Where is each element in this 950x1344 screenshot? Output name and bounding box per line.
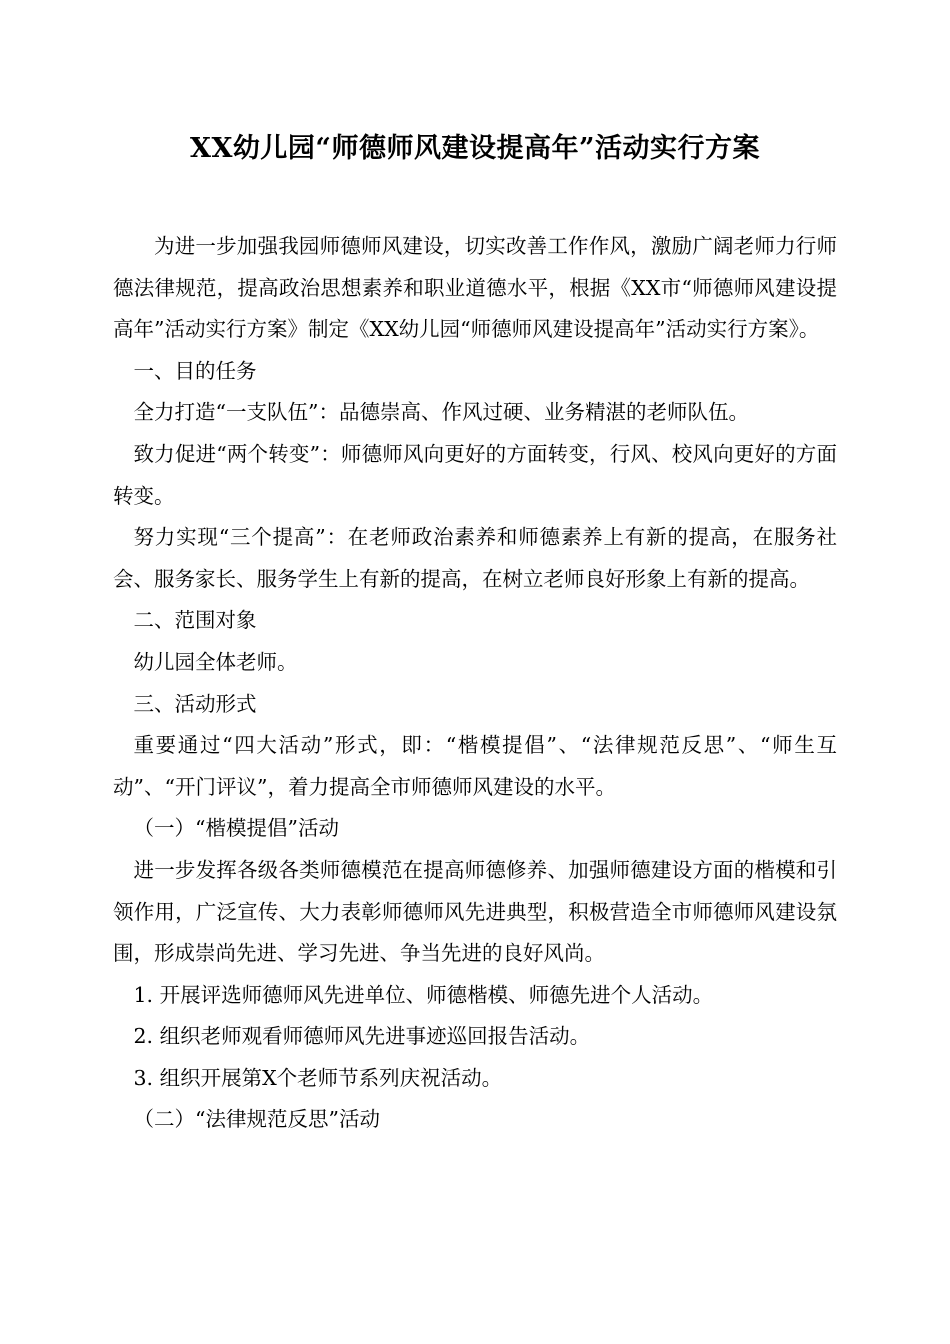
subsection-heading-reflection: （二）“法律规范反思”活动 <box>133 1107 380 1132</box>
paragraph-one-team: 全力打造“一支队伍”：品德崇高、作风过硬、业务精湛的老师队伍。 <box>133 400 749 425</box>
section-heading-scope: 二、范围对象 <box>133 608 257 633</box>
paragraph-three-improvements: 努力实现“三个提高”：在老师政治素养和师德素养上有新的提高，在服务社会、服务家长、服务学生上有新的提高，在树立老师良好形象上有新的提高。 <box>113 525 837 591</box>
paragraph-scope: 幼儿园全体老师。 <box>133 649 298 674</box>
list-item-3: 3. 组织开展第X个老师节系列庆祝活动。 <box>133 1065 503 1090</box>
document-title: XX幼儿园“师德师风建设提高年”活动实行方案 <box>190 133 760 164</box>
subsection-heading-role-model: （一）“楷模提倡”活动 <box>133 816 339 841</box>
paragraph-two-changes: 致力促进“两个转变”：师德师风向更好的方面转变，行风、校风向更好的方面转变。 <box>113 441 837 508</box>
section-heading-goals: 一、目的任务 <box>133 358 257 383</box>
paragraph-four-activities: 重要通过“四大活动”形式，即：“楷模提倡”、“法律规范反思”、“师生互动”、“开门评议”，着力提高全市师德师风建设的水平。 <box>113 733 837 799</box>
intro-paragraph: 为进一步加强我园师德师风建设，切实改善工作作风，激励广阔老师力行师德法律规范，提高政治思想素养和职业道德水平，根据《XX市“师德师风建设提高年”活动实行方案》制定《XX幼儿园“师德师风建设提高年”活动实行方案》。 <box>113 234 837 342</box>
list-item-2: 2. 组织老师观看师德师风先进事迹巡回报告活动。 <box>133 1024 591 1049</box>
section-heading-forms: 三、活动形式 <box>133 691 257 716</box>
list-item-1: 1. 开展评选师德师风先进单位、师德楷模、师德先进个人活动。 <box>133 982 714 1007</box>
paragraph-role-model: 进一步发挥各级各类师德模范在提高师德修养、加强师德建设方面的楷模和引领作用，广泛宣传、大力表彰师德师风先进典型，积极营造全市师德师风建设氛围，形成崇尚先进、学习先进、争当先进的良好风尚。 <box>113 857 837 966</box>
document-page <box>113 128 837 1141</box>
